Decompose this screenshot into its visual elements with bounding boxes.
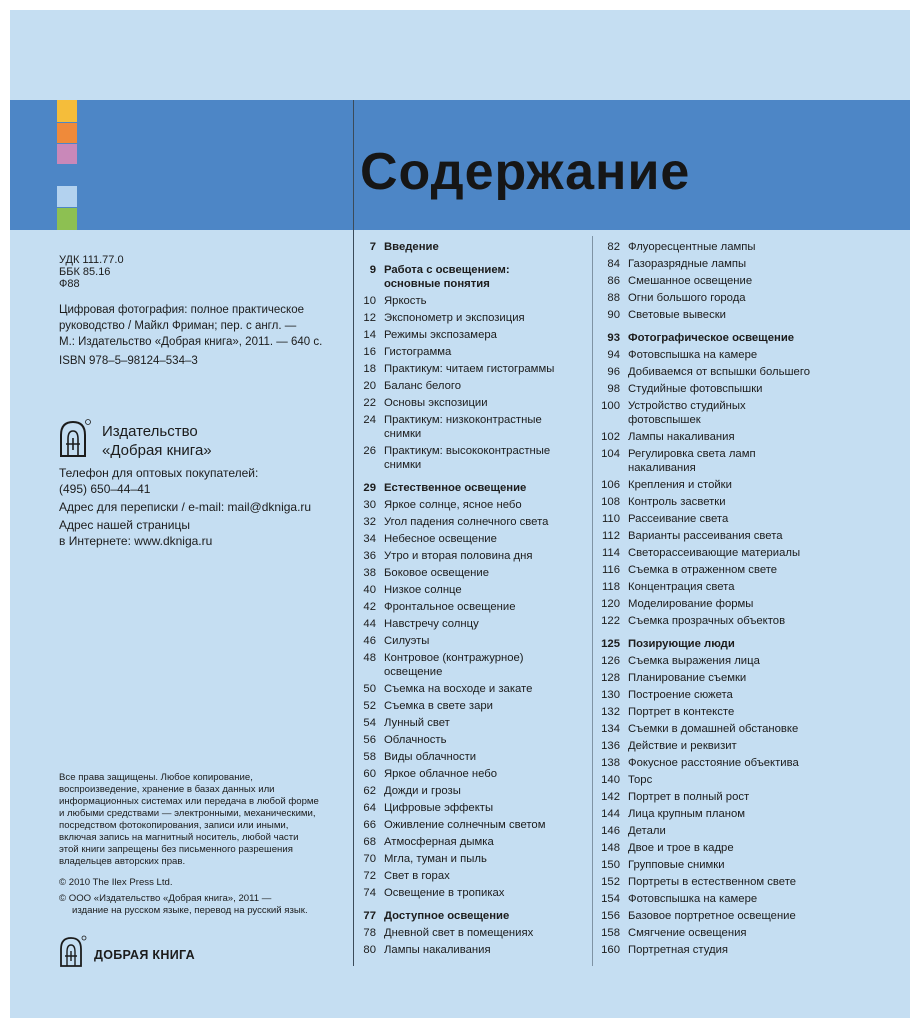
toc-entry-line: Планирование съемки <box>628 672 747 684</box>
publisher-name <box>102 422 212 460</box>
toc-entry-line: Режимы экспозамера <box>384 329 497 341</box>
toc-entry-title <box>628 563 777 577</box>
toc-entry-title <box>384 413 542 441</box>
toc-page-number: 42 <box>363 601 376 613</box>
toc-entry-line: Небесное освещение <box>384 533 497 545</box>
toc-page-number: 136 <box>601 740 620 752</box>
toc-entry-title <box>628 614 785 628</box>
toc-page-number: 68 <box>363 836 376 848</box>
toc-page-number: 88 <box>607 292 620 304</box>
toc-entry-line: Гистограмма <box>384 346 452 358</box>
toc-page-number: 9 <box>369 264 376 276</box>
toc-page-number: 156 <box>601 910 620 922</box>
toc-page-number: 142 <box>601 791 620 803</box>
toc-entry-line: Свет в горах <box>384 870 450 882</box>
web-label: Адрес нашей страницы <box>59 518 190 532</box>
toc-entry-line: Яркое солнце, ясное небо <box>384 499 522 511</box>
toc-page-number: 16 <box>363 346 376 358</box>
toc-page-number: 132 <box>601 706 620 718</box>
toc-page-number: 106 <box>601 479 620 491</box>
toc-entry-line: Действие и реквизит <box>628 740 737 752</box>
toc-entry-title <box>384 362 554 376</box>
toc-entry-title <box>628 478 732 492</box>
toc-page-number: 134 <box>601 723 620 735</box>
toc-page-number: 126 <box>601 655 620 667</box>
copyright-line: издание на русском языке, перевод на русский язык. <box>72 905 308 916</box>
toc-page-number: 138 <box>601 757 620 769</box>
toc-entry-line: Экспонометр и экспозиция <box>384 312 525 324</box>
toc-entry-line: Баланс белого <box>384 380 462 392</box>
toc-page-number: 90 <box>607 309 620 321</box>
toc-entry-title <box>628 790 749 804</box>
bib-line: руководство / Майкл Фриман; пер. с англ. — <box>59 320 297 332</box>
toc-page-number: 114 <box>601 547 620 559</box>
color-swatch <box>57 186 77 207</box>
toc-page-number: 52 <box>363 700 376 712</box>
toc-entry-line: основные понятия <box>384 278 490 290</box>
toc-entry-title <box>384 617 479 631</box>
toc-entry-title <box>628 580 735 594</box>
toc-page-number: 64 <box>363 802 376 814</box>
toc-page-number: 54 <box>363 717 376 729</box>
toc-entry-line: Базовое портретное освещение <box>628 910 796 922</box>
toc-entry-title <box>384 699 493 713</box>
toc-page-number: 120 <box>601 598 620 610</box>
toc-entry-line: Устройство студийных <box>628 400 746 412</box>
toc-entry-line: Яркое облачное небо <box>384 768 498 780</box>
toc-page-number: 122 <box>601 615 620 627</box>
toc-entry-line: Лица крупным планом <box>628 808 746 820</box>
toc-entry-line: Портрет в контексте <box>628 706 735 718</box>
toc-entry-line: Рассеивание света <box>628 513 729 525</box>
toc-page-number: 66 <box>363 819 376 831</box>
toc-entry-line: Световые вывески <box>628 309 726 321</box>
toc-entry-title <box>384 801 493 815</box>
toc-entry-title <box>384 294 427 308</box>
toc-entry-title <box>628 671 746 685</box>
color-swatch <box>57 123 77 143</box>
toc-entry-line: Портретная студия <box>628 944 728 956</box>
rights-line: владельцев авторских прав. <box>59 856 186 867</box>
toc-page-number: 7 <box>369 241 376 253</box>
toc-entry-title <box>628 739 737 753</box>
toc-entry-title <box>628 773 652 787</box>
toc-entry-title <box>628 807 745 821</box>
author-code: Ф88 <box>59 278 80 290</box>
toc-entry-title <box>384 943 491 957</box>
toc-entry-line: Регулировка света ламп <box>628 448 756 460</box>
toc-entry-line: Крепления и стойки <box>628 479 732 491</box>
toc-entry-title <box>628 308 726 322</box>
toc-page-number: 12 <box>363 312 376 324</box>
toc-entry-line: Торс <box>628 774 653 786</box>
toc-page-number: 44 <box>363 618 376 630</box>
toc-entry-line: Огни большого города <box>628 292 746 304</box>
toc-page-number: 102 <box>601 431 620 443</box>
toc-page-number: 94 <box>607 349 620 361</box>
toc-entry-line: Практикум: низкоконтрастные <box>384 414 542 426</box>
toc-page-number: 108 <box>601 496 620 508</box>
toc-entry-line: Доступное освещение <box>384 910 510 922</box>
toc-entry-line: Дожди и грозы <box>384 785 461 797</box>
toc-entry-title <box>384 886 504 900</box>
toc-entry-line: Съемка в свете зари <box>384 700 493 712</box>
bib-line: М.: Издательство «Добрая книга», 2011. — 640 с. <box>59 336 323 348</box>
toc-entry-title <box>384 379 461 393</box>
color-swatch <box>57 144 77 164</box>
udk-code: УДК 111.77.0 <box>59 254 124 266</box>
toc-page-number: 118 <box>601 581 620 593</box>
toc-page-number: 46 <box>363 635 376 647</box>
toc-entry-line: Фокусное расстояние объектива <box>628 757 799 769</box>
toc-page-number: 82 <box>607 241 620 253</box>
toc-entry-line: Фронтальное освещение <box>384 601 516 613</box>
toc-entry-title <box>628 654 760 668</box>
toc-entry-title <box>384 767 497 781</box>
color-swatch <box>57 100 77 122</box>
toc-entry-title <box>628 926 747 940</box>
toc-entry-line: Добиваемся от вспышки большего <box>628 366 810 378</box>
toc-entry-line: Портреты в естественном свете <box>628 876 797 888</box>
toc-entry-line: снимки <box>384 428 422 440</box>
toc-page-number: 98 <box>607 383 620 395</box>
toc-entry-line: Освещение в тропиках <box>384 887 505 899</box>
toc-page-number: 104 <box>601 448 620 460</box>
toc-page-number: 20 <box>363 380 376 392</box>
toc-page-number: 60 <box>363 768 376 780</box>
toc-page-number: 86 <box>607 275 620 287</box>
toc-entry-line: Виды облачности <box>384 751 477 763</box>
toc-entry-line: Смягчение освещения <box>628 927 747 939</box>
toc-entry-line: Студийные фотовспышки <box>628 383 763 395</box>
bib-line: Цифровая фотография: полное практическое <box>59 304 304 316</box>
toc-entry-title <box>384 651 524 679</box>
publisher-logo-icon <box>58 418 92 458</box>
toc-entry-title <box>384 835 494 849</box>
toc-entry-title <box>628 943 728 957</box>
toc-entry-line: Смешанное освещение <box>628 275 753 287</box>
toc-entry-title <box>384 396 488 410</box>
rights-line: посредством фотокопирования, записи или иными, <box>59 820 289 831</box>
toc-entry-title <box>628 274 752 288</box>
bbk-code: ББК 85.16 <box>59 266 111 278</box>
toc-entry-line: Съемки в домашней обстановке <box>628 723 799 735</box>
toc-entry-title <box>628 546 800 560</box>
toc-entry-title <box>384 682 532 696</box>
toc-entry-line: освещение <box>384 666 443 678</box>
toc-page-number: 38 <box>363 567 376 579</box>
toc-page-number: 93 <box>607 332 620 344</box>
toc-entry-line: Съемка в отраженном свете <box>628 564 778 576</box>
toc-entry-line: Дневной свет в помещениях <box>384 927 534 939</box>
toc-entry-line: Атмосферная дымка <box>384 836 494 848</box>
brand-logo-icon <box>58 934 88 968</box>
toc-entry-title <box>384 532 497 546</box>
rights-line: и любыми средствами — электронными, механическими, <box>59 808 316 819</box>
toc-page-number: 140 <box>601 774 620 786</box>
column-divider-toc <box>592 236 593 966</box>
toc-entry-line: Естественное освещение <box>384 482 527 494</box>
toc-page-number: 150 <box>601 859 620 871</box>
toc-entry-title <box>384 515 548 529</box>
toc-page-number: 158 <box>601 927 620 939</box>
toc-entry-title <box>384 600 516 614</box>
toc-page-number: 128 <box>601 672 620 684</box>
rights-line: Все права защищены. Любое копирование, <box>59 772 253 783</box>
toc-page-number: 18 <box>363 363 376 375</box>
toc-entry-line: Флуоресцентные лампы <box>628 241 756 253</box>
toc-page-number: 10 <box>363 295 376 307</box>
toc-entry-title <box>628 529 783 543</box>
toc-entry-line: Контроль засветки <box>628 496 726 508</box>
toc-entry-title <box>628 597 753 611</box>
toc-entry-title <box>628 512 728 526</box>
toc-page-number: 144 <box>601 808 620 820</box>
toc-entry-line: Боковое освещение <box>384 567 489 579</box>
toc-entry-title <box>384 311 525 325</box>
toc-entry-line: Двое и трое в кадре <box>628 842 734 854</box>
toc-entry-title <box>384 444 550 472</box>
toc-page-number: 32 <box>363 516 376 528</box>
toc-entry-line: фотовспышек <box>628 414 701 426</box>
toc-entry-line: Портрет в полный рост <box>628 791 750 803</box>
toc-page-number: 22 <box>363 397 376 409</box>
toc-page-number: 40 <box>363 584 376 596</box>
toc-entry-title <box>384 926 533 940</box>
rights-line: информационных системах или передача в любой форме <box>59 796 319 807</box>
copyright-ilex: © 2010 The Ilex Press Ltd. <box>59 877 173 888</box>
toc-page-number: 110 <box>601 513 620 525</box>
toc-entry-line: снимки <box>384 459 422 471</box>
toc-page-number: 58 <box>363 751 376 763</box>
column-divider <box>353 100 354 966</box>
toc-page-number: 29 <box>363 482 376 494</box>
toc-entry-line: Фотографическое освещение <box>628 332 795 344</box>
toc-entry-title <box>628 331 794 345</box>
toc-entry-line: Введение <box>384 241 439 253</box>
toc-entry-line: Фотовспышка на камере <box>628 349 758 361</box>
page-title: Содержание <box>360 143 691 201</box>
toc-entry-line: Детали <box>628 825 666 837</box>
toc-entry-title <box>628 722 798 736</box>
web-address: в Интернете: www.dkniga.ru <box>59 534 213 548</box>
toc-page-number: 70 <box>363 853 376 865</box>
toc-entry-line: Лампы накаливания <box>384 944 491 956</box>
toc-entry-title <box>384 263 510 291</box>
toc-entry-line: Мгла, туман и пыль <box>384 853 487 865</box>
toc-entry-title <box>384 869 450 883</box>
toc-entry-line: Оживление солнечным светом <box>384 819 546 831</box>
brand-name: ДОБРАЯ КНИГА <box>94 948 195 962</box>
toc-page-number: 148 <box>601 842 620 854</box>
toc-page-number: 146 <box>601 825 620 837</box>
email-line: Адрес для переписки / e-mail: mail@dkniga.ru <box>59 500 312 514</box>
toc-entry-title <box>384 345 451 359</box>
toc-entry-title <box>628 291 746 305</box>
toc-entry-title <box>384 852 487 866</box>
toc-entry-title <box>628 240 756 254</box>
copyright-line: © ООО «Издательство «Добрая книга», 2011 — <box>59 893 272 904</box>
toc-entry-title <box>628 824 666 838</box>
toc-entry-line: Основы экспозиции <box>384 397 488 409</box>
toc-page-number: 56 <box>363 734 376 746</box>
toc-entry-title <box>384 583 462 597</box>
toc-entry-line: Светорассеивающие материалы <box>628 547 801 559</box>
toc-entry-line: Цифровые эффекты <box>384 802 494 814</box>
rights-line: воспроизведение, хранение в базах данных или <box>59 784 275 795</box>
toc-page-number: 116 <box>601 564 620 576</box>
toc-entry-line: Фотовспышка на камере <box>628 893 758 905</box>
toc-entry-title <box>628 688 733 702</box>
toc-page-number: 50 <box>363 683 376 695</box>
toc-entry-title <box>384 240 439 254</box>
toc-entry-title <box>628 257 746 271</box>
toc-page-number: 130 <box>601 689 620 701</box>
toc-entry-line: Утро и вторая половина дня <box>384 550 533 562</box>
toc-page-number: 78 <box>363 927 376 939</box>
toc-entry-title <box>628 430 735 444</box>
toc-entry-title <box>384 909 509 923</box>
isbn: ISBN 978–5–98124–534–3 <box>59 355 198 367</box>
rights-line: включая запись на магнитный носитель, любой части <box>59 832 299 843</box>
toc-page-number: 74 <box>363 887 376 899</box>
toc-page-number: 72 <box>363 870 376 882</box>
toc-entry-line: Лунный свет <box>384 717 450 729</box>
toc-page-number: 24 <box>363 414 376 426</box>
toc-entry-line: Навстречу солнцу <box>384 618 479 630</box>
toc-entry-line: Силуэты <box>384 635 430 647</box>
toc-entry-title <box>384 716 450 730</box>
toc-page-number: 34 <box>363 533 376 545</box>
toc-entry-line: Построение сюжета <box>628 689 733 701</box>
toc-entry-line: Практикум: читаем гистограммы <box>384 363 555 375</box>
toc-page-number: 62 <box>363 785 376 797</box>
toc-entry-line: Работа с освещением: <box>384 264 510 276</box>
toc-entry-line: Съемка на восходе и закате <box>384 683 533 695</box>
phone-number: (495) 650–44–41 <box>59 482 151 496</box>
toc-page-number: 14 <box>363 329 376 341</box>
toc-entry-line: Съемка выражения лица <box>628 655 760 667</box>
toc-entry-line: Моделирование формы <box>628 598 754 610</box>
toc-page-number: 36 <box>363 550 376 562</box>
publisher-name-line: Издательство <box>102 423 198 440</box>
toc-entry-line: Концентрация света <box>628 581 735 593</box>
toc-entry-line: Лампы накаливания <box>628 431 735 443</box>
toc-entry-title <box>628 382 762 396</box>
toc-entry-line: накаливания <box>628 462 696 474</box>
toc-entry-line: Съемка прозрачных объектов <box>628 615 786 627</box>
book-page <box>10 10 910 1018</box>
publisher-name-line: «Добрая книга» <box>102 442 212 459</box>
toc-entry-title <box>384 498 522 512</box>
toc-entry-line: Позирующие люди <box>628 638 735 650</box>
toc-page-number: 100 <box>601 400 620 412</box>
toc-page-number: 152 <box>601 876 620 888</box>
toc-page-number: 125 <box>601 638 620 650</box>
toc-entry-line: Групповые снимки <box>628 859 725 871</box>
toc-entry-title <box>384 733 447 747</box>
toc-page-number: 77 <box>363 910 376 922</box>
color-swatch <box>57 208 77 230</box>
toc-entry-title <box>628 365 810 379</box>
toc-entry-title <box>628 756 799 770</box>
toc-entry-title <box>384 634 429 648</box>
toc-entry-title <box>384 818 545 832</box>
phone-label: Телефон для оптовых покупателей: <box>59 466 259 480</box>
toc-entry-title <box>384 784 461 798</box>
toc-entry-line: Газоразрядные лампы <box>628 258 747 270</box>
toc-entry-line: Низкое солнце <box>384 584 462 596</box>
toc-entry-title <box>384 328 497 342</box>
toc-entry-title <box>628 705 734 719</box>
toc-entry-title <box>628 858 725 872</box>
toc-page-number: 160 <box>601 944 620 956</box>
toc-entry-title <box>628 447 756 475</box>
toc-page-number: 26 <box>363 445 376 457</box>
toc-page-number: 84 <box>607 258 620 270</box>
rights-line: этой книги запрещены без письменного разрешения <box>59 844 293 855</box>
toc-entry-line: Угол падения солнечного света <box>384 516 549 528</box>
toc-entry-title <box>628 892 757 906</box>
toc-entry-line: Яркость <box>384 295 427 307</box>
toc-entry-line: Варианты рассеивания света <box>628 530 783 542</box>
toc-page-number: 112 <box>601 530 620 542</box>
toc-entry-title <box>628 348 757 362</box>
toc-entry-title <box>628 399 746 427</box>
toc-entry-title <box>384 750 476 764</box>
toc-entry-title <box>384 549 532 563</box>
toc-page-number: 80 <box>363 944 376 956</box>
toc-page-number: 154 <box>601 893 620 905</box>
toc-entry-line: Практикум: высококонтрастные <box>384 445 551 457</box>
toc-page-number: 96 <box>607 366 620 378</box>
toc-entry-title <box>628 875 796 889</box>
toc-entry-title <box>384 566 489 580</box>
toc-entry-title <box>628 909 796 923</box>
toc-entry-title <box>384 481 526 495</box>
toc-entry-line: Контровое (контражурное) <box>384 652 524 664</box>
toc-page-number: 48 <box>363 652 376 664</box>
toc-entry-title <box>628 841 734 855</box>
toc-entry-title <box>628 637 735 651</box>
toc-page-number: 30 <box>363 499 376 511</box>
toc-entry-line: Облачность <box>384 734 447 746</box>
toc-entry-title <box>628 495 726 509</box>
